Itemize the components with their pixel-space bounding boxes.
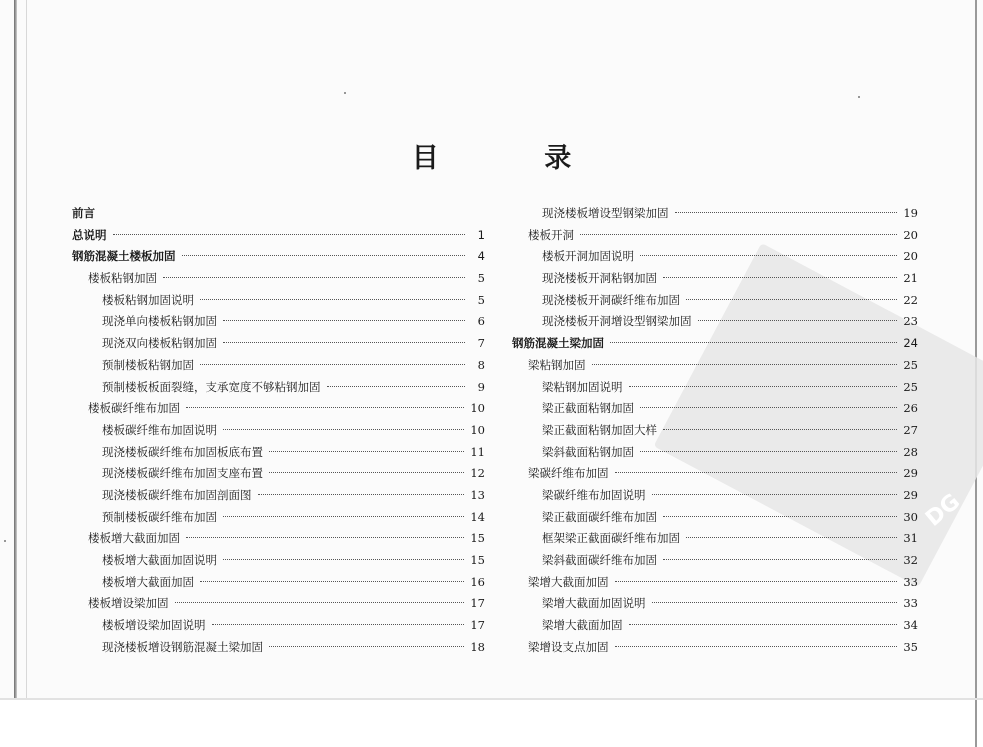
toc-page-number: 32: [903, 553, 918, 567]
toc-dot-leader: [592, 364, 898, 365]
toc-entry-label: 梁正截面粘钢加固: [542, 401, 634, 416]
toc-entry-label: 现浇楼板碳纤维布加固支座布置: [102, 466, 263, 481]
toc-dot-leader: [629, 624, 898, 625]
toc-dot-leader: [640, 255, 897, 256]
toc-entry: [512, 225, 918, 247]
toc-entry-label: 楼板增设梁加固: [88, 596, 169, 611]
toc-page-number: 6: [477, 314, 485, 329]
toc-dot-leader: [686, 299, 897, 300]
toc-dot-leader: [223, 320, 465, 321]
toc-dot-leader: [163, 277, 465, 278]
toc-entry: [512, 572, 918, 594]
toc-page-number: 21: [903, 271, 918, 286]
toc-page-number: 22: [903, 292, 918, 307]
toc-dot-leader: [652, 602, 898, 603]
toc-page-number: 28: [903, 444, 918, 459]
toc-entry-label: 楼板开洞加固说明: [542, 249, 634, 264]
toc-dot-leader: [200, 364, 465, 365]
toc-entry-label: 梁增大截面加固: [528, 574, 609, 589]
toc-page-number: 30: [903, 509, 918, 524]
toc-entry: [512, 398, 918, 420]
toc-entry: [512, 355, 918, 377]
toc-page-number: 34: [903, 618, 918, 633]
toc-entry-label: 预制楼板板面裂缝，支承宽度不够粘钢加固: [102, 379, 321, 394]
toc-entry: [72, 268, 485, 290]
toc-entry: [72, 442, 485, 464]
toc-entry: [512, 420, 918, 442]
toc-entry: [512, 311, 918, 333]
toc-page-number: 20: [903, 227, 918, 242]
toc-dot-leader: [258, 494, 465, 495]
toc-dot-leader: [269, 646, 464, 647]
toc-entry-label: 楼板增设梁加固说明: [102, 618, 206, 633]
toc-dot-leader: [269, 472, 464, 473]
toc-entry: [72, 572, 485, 594]
toc-entry: [512, 246, 918, 268]
toc-entry-label: 梁碳纤维布加固说明: [542, 487, 646, 502]
toc-page-number: 4: [477, 249, 485, 264]
toc-entry-label: 梁增设支点加固: [528, 639, 609, 654]
toc-entry-label: 楼板增大截面加固说明: [102, 553, 217, 567]
toc-entry-label: 梁粘钢加固: [528, 357, 586, 372]
toc-dot-leader: [615, 581, 898, 582]
toc-entry: [512, 268, 918, 290]
toc-dot-leader: [212, 624, 465, 625]
toc-page-number: 1: [477, 227, 485, 242]
toc-entry: [72, 463, 485, 485]
toc-entry: [512, 637, 918, 659]
toc-entry: [512, 442, 918, 464]
toc-entry-label: 前言: [72, 206, 95, 220]
toc-entry-label: 梁斜截面碳纤维布加固: [542, 553, 657, 567]
toc-entry-label: 现浇楼板增设型钢梁加固: [542, 206, 669, 220]
toc-dot-leader: [580, 234, 897, 235]
toc-entry-label: 楼板碳纤维布加固: [88, 401, 180, 416]
toc-page-number: 9: [477, 379, 485, 394]
toc-page-number: 35: [903, 639, 918, 654]
toc-page-number: 20: [903, 249, 918, 264]
toc-entry-label: 楼板碳纤维布加固说明: [102, 422, 217, 437]
watermark-text: DG: [921, 489, 966, 532]
toc-entry: [72, 377, 485, 399]
toc-dot-leader: [223, 559, 464, 560]
toc-entry: [512, 463, 918, 485]
toc-dot-leader: [186, 537, 464, 538]
toc-dot-leader: [698, 320, 898, 321]
toc-page-number: 33: [903, 574, 918, 589]
toc-entry: [512, 377, 918, 399]
toc-dot-leader: [223, 429, 464, 430]
toc-page-number: 29: [903, 466, 918, 481]
toc-page-number: 25: [903, 357, 918, 372]
toc-dot-leader: [327, 386, 466, 387]
toc-entry-label: 楼板粘钢加固: [88, 271, 157, 286]
toc-page-number: 10: [470, 401, 485, 416]
toc-left-column: [72, 203, 485, 658]
toc-entry-label: 现浇楼板碳纤维布加固板底布置: [102, 444, 263, 459]
toc-page-number: 7: [477, 336, 485, 351]
toc-page-number: 8: [477, 357, 485, 372]
toc-entry-label: 现浇楼板开洞碳纤维布加固: [542, 292, 680, 307]
scan-speck: [4, 540, 6, 542]
toc-entry: [512, 593, 918, 615]
toc-dot-leader: [686, 537, 897, 538]
toc-page-number: 26: [903, 401, 918, 416]
toc-dot-leader: [629, 386, 898, 387]
page-binding-edge: [14, 0, 17, 700]
toc-entry: [72, 333, 485, 355]
toc-entry-label: 预制楼板碳纤维布加固: [102, 509, 217, 524]
toc-dot-leader: [663, 429, 897, 430]
toc-entry: [72, 203, 485, 225]
page-fold-line: [26, 0, 27, 700]
toc-entry: [512, 203, 918, 225]
toc-entry: [512, 507, 918, 529]
toc-dot-leader: [113, 234, 466, 235]
toc-dot-leader: [186, 407, 464, 408]
toc-page-number: 15: [470, 553, 485, 567]
toc-entry: [72, 615, 485, 637]
toc-dot-leader: [663, 277, 897, 278]
toc-entry: [72, 290, 485, 312]
toc-entry: [72, 485, 485, 507]
toc-page-number: 19: [903, 206, 918, 220]
toc-page-number: 16: [470, 574, 485, 589]
toc-page-number: 13: [470, 487, 485, 502]
toc-entry-label: 梁粘钢加固说明: [542, 379, 623, 394]
toc-entry-label: 现浇楼板开洞增设型钢梁加固: [542, 314, 692, 329]
toc-entry-label: 楼板增大截面加固: [102, 574, 194, 589]
toc-entry: [72, 528, 485, 550]
toc-dot-leader: [610, 342, 897, 343]
toc-dot-leader: [663, 516, 897, 517]
toc-entry-label: 梁正截面粘钢加固大样: [542, 422, 657, 437]
toc-page-number: 5: [477, 271, 485, 286]
page-title: 目 录: [411, 143, 620, 174]
toc-entry-label: 梁斜截面粘钢加固: [542, 444, 634, 459]
toc-page-number: 11: [470, 444, 485, 459]
toc-entry: [512, 333, 918, 355]
toc-entry-label: 预制楼板粘钢加固: [102, 357, 194, 372]
toc-entry-label: 总说明: [72, 227, 107, 242]
toc-entry: [72, 311, 485, 333]
toc-page-number: 27: [903, 422, 918, 437]
toc-right-column: [512, 203, 918, 658]
toc-entry: [512, 528, 918, 550]
toc-dot-leader: [615, 646, 898, 647]
toc-entry-label: 梁正截面碳纤维布加固: [542, 509, 657, 524]
toc-entry-label: 梁增大截面加固: [542, 618, 623, 633]
toc-entry: [72, 420, 485, 442]
toc-dot-leader: [269, 451, 464, 452]
toc-entry: [512, 485, 918, 507]
toc-dot-leader: [223, 342, 465, 343]
toc-page-number: 24: [903, 336, 918, 351]
toc-dot-leader: [663, 559, 897, 560]
toc-entry: [72, 398, 485, 420]
toc-entry-label: 现浇单向楼板粘钢加固: [102, 314, 217, 329]
toc-entry: [512, 290, 918, 312]
toc-page-number: 18: [470, 639, 485, 654]
toc-dot-leader: [640, 407, 897, 408]
toc-dot-leader: [652, 494, 898, 495]
toc-dot-leader: [200, 581, 464, 582]
toc-page-number: 14: [470, 509, 485, 524]
toc-page-number: 15: [470, 531, 485, 546]
toc-dot-leader: [615, 472, 898, 473]
toc-entry-label: 梁碳纤维布加固: [528, 466, 609, 481]
toc-entry: [72, 550, 485, 572]
toc-dot-leader: [223, 516, 464, 517]
scan-speck: [858, 96, 860, 98]
toc-page-number: 17: [470, 596, 485, 611]
toc-entry: [72, 637, 485, 659]
page-bottom-edge: [0, 698, 983, 700]
toc-entry: [512, 615, 918, 637]
toc-entry-label: 现浇楼板开洞粘钢加固: [542, 271, 657, 286]
scan-speck: [344, 92, 346, 94]
toc-entry: [72, 507, 485, 529]
toc-entry-label: 现浇楼板碳纤维布加固剖面图: [102, 487, 252, 502]
toc-entry-label: 钢筋混凝土梁加固: [512, 336, 604, 351]
toc-entry: [72, 225, 485, 247]
toc-page-number: 5: [477, 292, 485, 307]
toc-page-number: 23: [903, 314, 918, 329]
toc-entry-label: 梁增大截面加固说明: [542, 596, 646, 611]
toc-entry: [72, 355, 485, 377]
toc-dot-leader: [175, 602, 465, 603]
toc-dot-leader: [675, 212, 898, 213]
toc-entry-label: 楼板增大截面加固: [88, 531, 180, 546]
toc-dot-leader: [640, 451, 897, 452]
toc-dot-leader: [182, 255, 466, 256]
toc-entry: [72, 593, 485, 615]
toc-entry-label: 框架梁正截面碳纤维布加固: [542, 531, 680, 546]
toc-entry: [72, 246, 485, 268]
toc-entry-label: 楼板开洞: [528, 227, 574, 242]
toc-page-number: 25: [903, 379, 918, 394]
toc-entry: [512, 550, 918, 572]
toc-entry-label: 现浇楼板增设钢筋混凝土梁加固: [102, 639, 263, 654]
toc-dot-leader: [200, 299, 465, 300]
toc-page-number: 10: [470, 422, 485, 437]
toc-page-number: 12: [470, 466, 485, 481]
toc-entry-label: 现浇双向楼板粘钢加固: [102, 336, 217, 351]
toc-page-number: 29: [903, 487, 918, 502]
toc-entry-label: 钢筋混凝土楼板加固: [72, 249, 176, 264]
toc-entry-label: 楼板粘钢加固说明: [102, 292, 194, 307]
toc-page-number: 31: [903, 531, 918, 546]
toc-page-number: 33: [903, 596, 918, 611]
toc-page-number: 17: [470, 618, 485, 633]
